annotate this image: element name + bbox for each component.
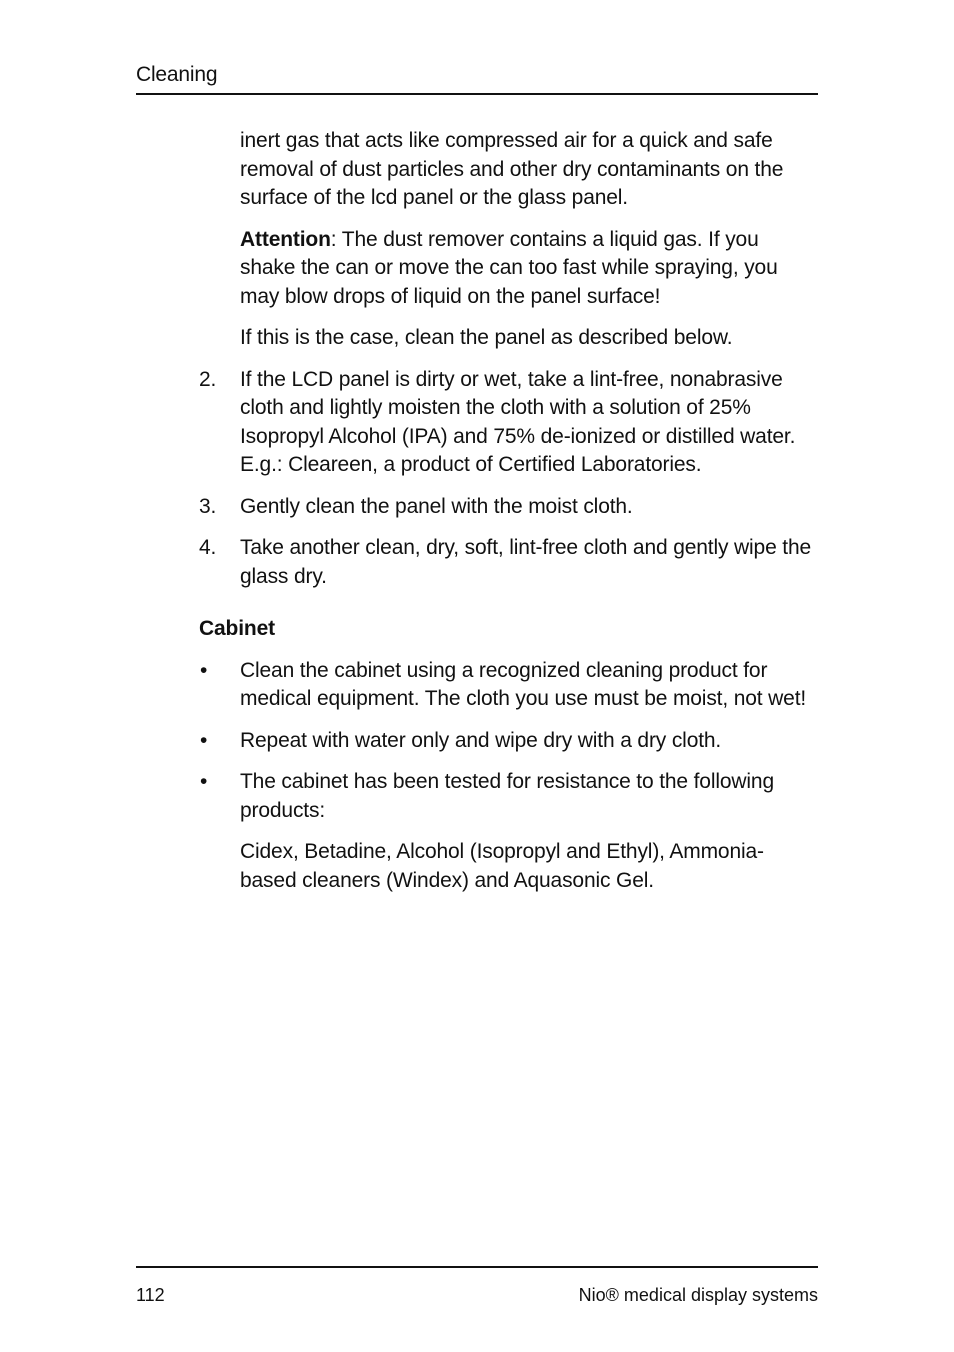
step-text: Gently clean the panel with the moist cloth.: [240, 494, 633, 518]
header-rule: [136, 93, 818, 95]
step-number: 2.: [199, 367, 217, 391]
running-header: Cleaning: [136, 63, 218, 86]
case-note: If this is the case, clean the panel as described below.: [240, 326, 733, 349]
page-body: [0, 127, 954, 908]
step-text: Take another clean, dry, soft, lint-free cloth and gently wipe the glass dry.: [240, 536, 812, 588]
bullet-icon: •: [200, 658, 208, 682]
attention-text: : The dust remover contains a liquid gas. If you shake the can or move the can too fast while spraying, you may blow drops of liquid on the panel surface!: [240, 227, 778, 308]
step-item: [199, 493, 818, 522]
products-list: Cidex, Betadine, Alcohol (Isopropyl and Ethyl), Ammonia-based cleaners (Windex) and Aquasonic Gel.: [240, 840, 764, 892]
attention-label: Attention: [240, 227, 331, 251]
step-number: 3.: [199, 494, 217, 518]
step-text: If the LCD panel is dirty or wet, take a lint-free, nonabrasive cloth and lightly moisten the cloth with a solution of 25% Isopropyl Alcohol (IPA) and 75% de-ionized or distilled water. E.g.: Cleareen, a product of Certified Laboratories.: [240, 367, 796, 476]
step-item: [199, 366, 818, 480]
step-item: [199, 534, 818, 591]
bullet-item: [200, 657, 818, 714]
page-number: 112: [136, 1285, 165, 1305]
intro-paragraph: inert gas that acts like compressed air for a quick and safe removal of dust particles and other dry contaminants on the surface of the lcd panel or the glass panel.: [240, 129, 784, 209]
cabinet-heading: Cabinet: [199, 617, 275, 640]
bullet-icon: •: [200, 728, 208, 752]
footer-rule: [136, 1266, 818, 1268]
step-number: 4.: [199, 536, 217, 559]
attention-paragraph: [240, 226, 818, 312]
bullet-item: [200, 727, 818, 756]
bullet-item: [200, 768, 818, 825]
bullet-icon: •: [200, 770, 208, 793]
bullet-text: The cabinet has been tested for resistance to the following products:: [240, 770, 774, 822]
bullet-text: Clean the cabinet using a recognized cleaning product for medical equipment. The cloth you use must be moist, not wet!: [240, 658, 807, 710]
product-name: Nio® medical display systems: [578, 1285, 818, 1305]
bullet-text: Repeat with water only and wipe dry with a dry cloth.: [240, 728, 722, 752]
